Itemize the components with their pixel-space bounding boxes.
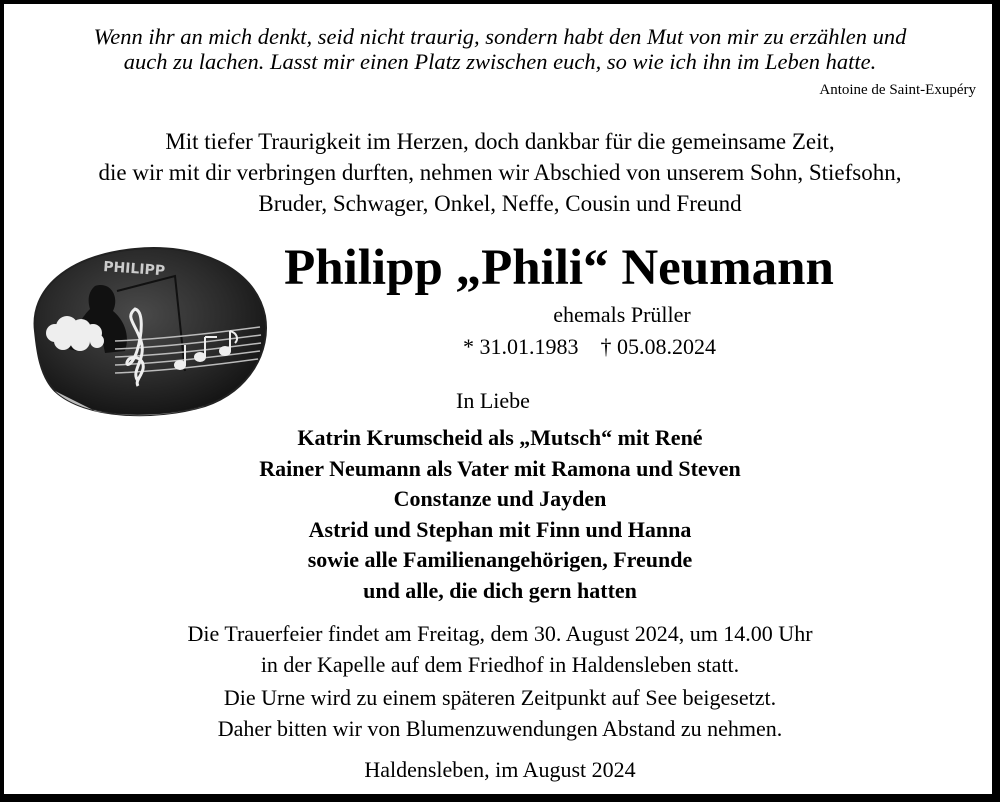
mourner-line: Rainer Neumann als Vater mit Ramona und Steven	[259, 455, 741, 481]
service-line: in der Kapelle auf dem Friedhof in Haldensleben statt.	[260, 652, 740, 677]
service-info	[4, 618, 996, 680]
mourner-line: Constanze und Jayden	[393, 486, 607, 511]
mourners-list	[4, 423, 996, 606]
memorial-quote	[4, 24, 996, 74]
mourners-heading: In Liebe	[456, 388, 530, 413]
service-line: Die Trauerfeier findet am Freitag, dem 30. August 2024, um 14.00 Uhr	[187, 621, 813, 646]
intro-line: Bruder, Schwager, Onkel, Neffe, Cousin und Freund	[258, 191, 742, 216]
quote-line: auch zu lachen. Lasst mir einen Platz zwischen euch, so wie ich ihn im Leben hatte.	[123, 49, 877, 74]
stone-painted-text: PHILIPP	[102, 259, 166, 280]
urn-line: Daher bitten wir von Blumenzuwendungen Abstand zu nehmen.	[217, 716, 783, 741]
obituary-notice	[2, 2, 994, 796]
urn-info	[4, 682, 996, 744]
former-name: ehemals Prüller	[553, 302, 691, 327]
life-dates: * 31.01.1983 † 05.08.2024	[463, 334, 716, 359]
mourner-line: Astrid und Stephan mit Finn und Hanna	[308, 516, 692, 542]
intro-line: Mit tiefer Traurigkeit im Herzen, doch dankbar für die gemeinsame Zeit,	[165, 129, 835, 154]
quote-author: Antoine de Saint-Exupéry	[819, 82, 976, 98]
mourner-line: und alle, die dich gern hatten	[363, 577, 637, 603]
deceased-name: Philipp „Phili“ Neumann	[284, 240, 834, 296]
urn-line: Die Urne wird zu einem späteren Zeitpunkt auf See beigesetzt.	[223, 685, 777, 710]
place-date: Haldensleben, im August 2024	[364, 757, 636, 782]
intro-text	[4, 126, 996, 219]
intro-line: die wir mit dir verbringen durften, nehmen wir Abschied von unserem Sohn, Stiefsohn,	[98, 160, 902, 185]
mourner-line: sowie alle Familienangehörigen, Freunde	[307, 547, 693, 572]
mourner-line: Katrin Krumscheid als „Mutsch“ mit René	[297, 425, 703, 450]
quote-line: Wenn ihr an mich denkt, seid nicht traurig, sondern habt den Mut von mir zu erzählen und	[93, 24, 907, 49]
